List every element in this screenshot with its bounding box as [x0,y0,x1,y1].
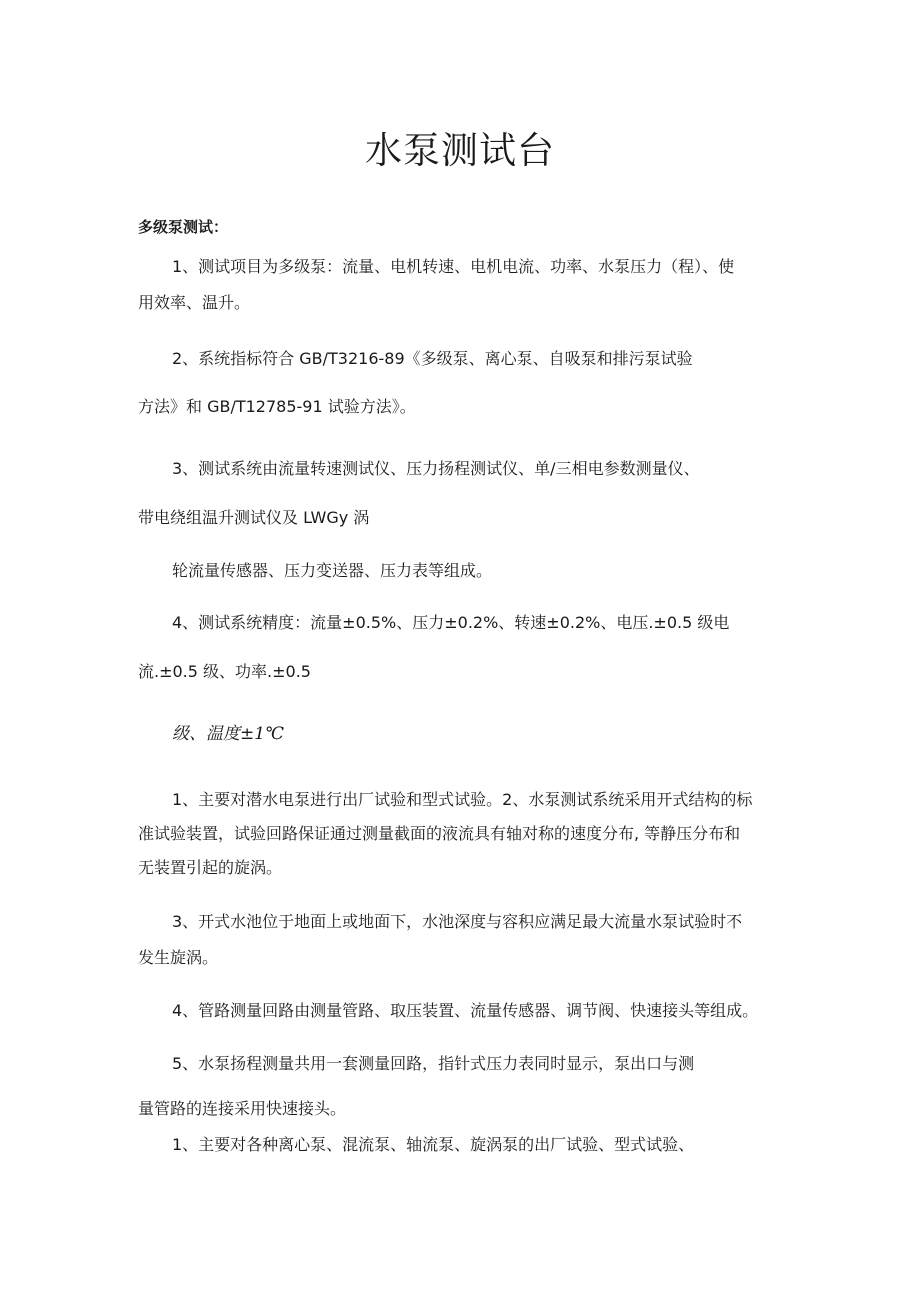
paragraph-line: 1、测试项目为多级泵：流量、电机转速、电机电流、功率、水泵压力（程）、使 [172,257,735,276]
paragraph-line: 发生旋涡。 [138,948,219,967]
paragraph-line: 轮流量传感器、压力变送器、压力表等组成。 [172,561,493,580]
paragraph-line: 1、主要对潜水电泵进行出厂试验和型式试验。2、水泵测试系统采用开式结构的标 [172,790,753,809]
paragraph-line: 5、水泵扬程测量共用一套测量回路，指针式压力表同时显示，泵出口与测 [172,1054,695,1073]
paragraph-line: 用效率、温升。 [138,293,251,312]
paragraph-line: 带电绕组温升测试仪及 LWGy 涡 [138,508,370,527]
paragraph-line: 准试验装置，试验回路保证通过测量截面的液流具有轴对称的速度分布, 等静压分布和 [138,824,741,843]
paragraph-line: 级、温度±1℃ [172,724,285,744]
paragraph-line: 4、管路测量回路由测量管路、取压装置、流量传感器、调节阀、快速接头等组成。 [172,1001,759,1020]
page-title: 水泵测试台 [365,129,555,172]
paragraph-line: 3、开式水池位于地面上或地面下，水池深度与容积应满足最大流量水泵试验时不 [172,912,743,931]
paragraph-line: 量管路的连接采用快速接头。 [138,1099,347,1118]
paragraph-line: 1、主要对各种离心泵、混流泵、轴流泵、旋涡泵的出厂试验、型式试验、 [172,1135,695,1154]
paragraph-line: 2、系统指标符合 GB/T3216-89《多级泵、离心泵、自吸泵和排污泵试验 [172,349,693,368]
paragraph-line: 3、测试系统由流量转速测试仪、压力扬程测试仪、单/三相电参数测量仪、 [172,459,700,478]
section-heading: 多级泵测试： [138,218,229,236]
paragraph-line: 无装置引起的旋涡。 [138,858,283,877]
paragraph-line: 流.±0.5 级、功率.±0.5 [138,662,311,681]
paragraph-line: 4、测试系统精度：流量±0.5%、压力±0.2%、转速±0.2%、电压.±0.5 级电 [172,613,730,632]
paragraph-line: 方法》和 GB/T12785-91 试验方法》。 [138,397,416,416]
